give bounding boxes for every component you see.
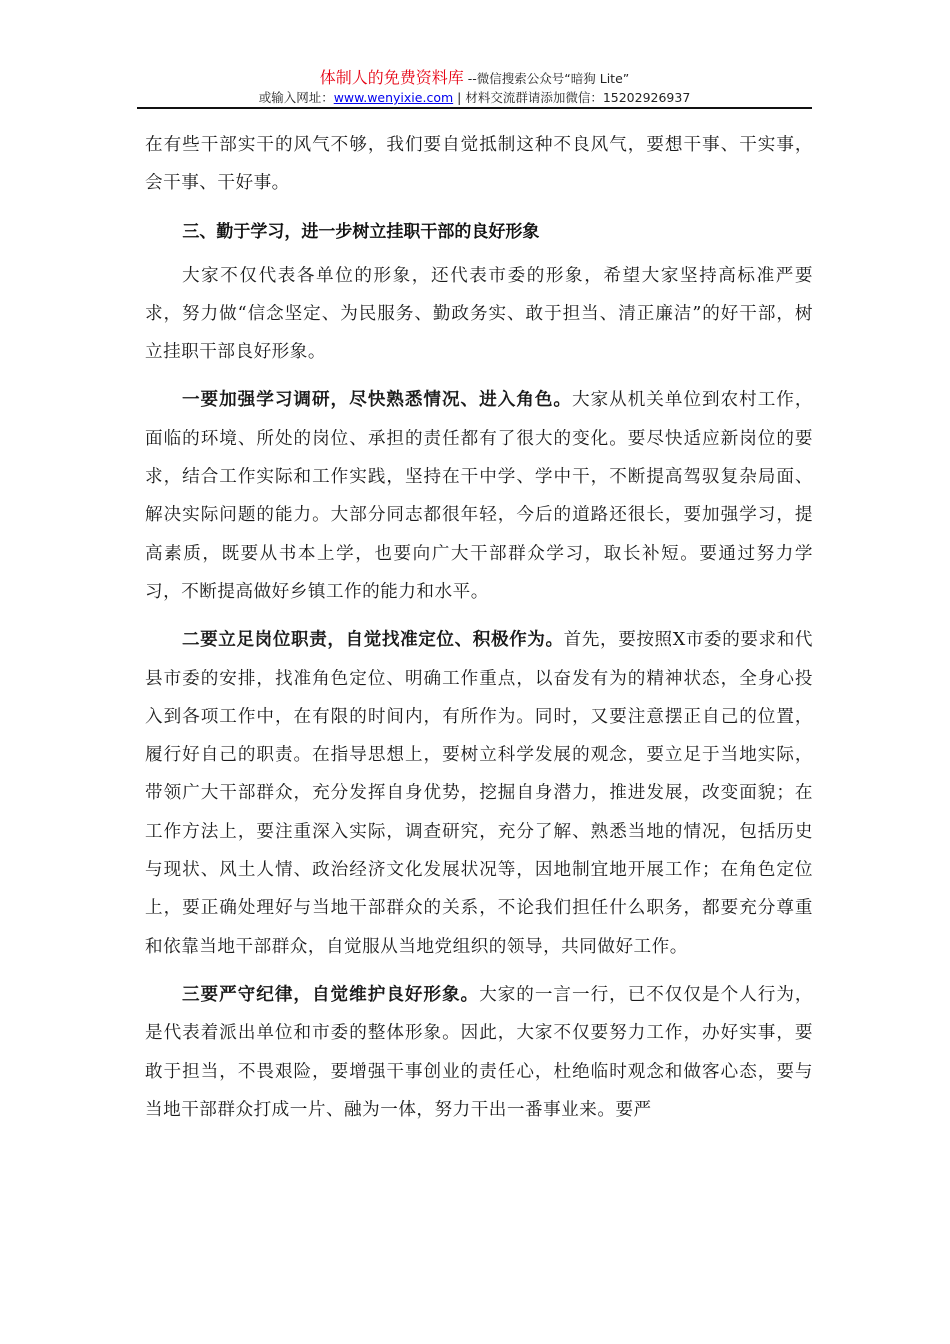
url-label: 或输入网址： (258, 90, 334, 105)
point-1-text: 大家从机关单位到农村工作，面临的环境、所处的岗位、承担的责任都有了很大的变化。要尽快适应新岗位的要求，结合工作实际和工作实践，坚持在干中学、学中干，不断提高驾驭复杂局面、解决实际问题的能力。大部分同志都很年轻，今后的道路还很长，要加强学习，提高素质，既要从书本上学，也要向广大干部群众学习，取长补短。要通过努力学习，不断提高做好乡镇工作的能力和水平。 (145, 390, 813, 602)
brand-title: 体制人的免费资料库 (319, 68, 464, 87)
paragraph-point-1 (145, 381, 813, 611)
paragraph-continuation: 在有些干部实干的风气不够，我们要自觉抵制这种不良风气，要想干事、干实事，会干事、干好事。 (145, 135, 813, 194)
point-1-lead: 一要加强学习调研，尽快熟悉情况、进入角色。 (181, 389, 572, 411)
website-link[interactable]: www.wenyixie.com (333, 90, 454, 105)
section-heading-3: 三、勤于学习，进一步树立挂职干部的良好形象 (182, 221, 540, 242)
point-3-lead: 三要严守纪律，自觉维护良好形象。 (181, 983, 480, 1005)
point-2-lead: 二要立足岗位职责，自觉找准定位、积极作为。 (181, 629, 564, 651)
header-divider (137, 107, 812, 109)
paragraph-point-2 (145, 621, 813, 966)
point-2-text: 首先，要按照X市委的要求和代县市委的安排，找准角色定位、明确工作重点，以奋发有为的精神状态，全身心投入到各项工作中，在有限的时间内，有所作为。同时，又要注意摆正自己的位置，履行好自己的职责。在指导思想上，要树立科学发展的观念，要立足于当地实际，带领广大干部群众，充分发挥自身优势，挖掘自身潜力，推进发展，改变面貌；在工作方法上，要注重深入实际，调查研究，充分了解、熟悉当地的情况，包括历史与现状、风土人情、政治经济文化发展状况等，因地制宜地开展工作；在角色定位上，要正确处理好与当地干部群众的关系，不论我们担任什么职务，都要充分尊重和依靠当地干部群众，自觉服从当地党组织的领导，共同做好工作。 (145, 630, 813, 957)
header-banner (137, 68, 812, 89)
point-3-text: 大家的一言一行，已不仅仅是个人行为，是代表着派出单位和市委的整体形象。因此，大家不仅要努力工作，办好实事，要敢于担当，不畏艰险，要增强干事创业的责任心，杜绝临时观念和做客心态，要与当地干部群众打成一片、融为一体，努力干出一番事业来。要严 (145, 984, 813, 1120)
paragraph-intro: 大家不仅代表各单位的形象，还代表市委的形象，希望大家坚持高标准严要求，努力做“信念坚定、为民服务、勤政务实、敢于担当、清正廉洁”的好干部，树立挂职干部良好形象。 (145, 265, 813, 363)
wechat-contact: 材料交流群请添加微信：15202926937 (465, 90, 691, 105)
header-contact-line (137, 89, 812, 107)
page-header (137, 68, 812, 107)
paragraph-point-3 (145, 976, 813, 1129)
document-body (145, 126, 813, 1129)
header-separator: | (453, 90, 466, 105)
header-slogan: --微信搜索公众号“暗狗 Lite” (463, 71, 630, 86)
